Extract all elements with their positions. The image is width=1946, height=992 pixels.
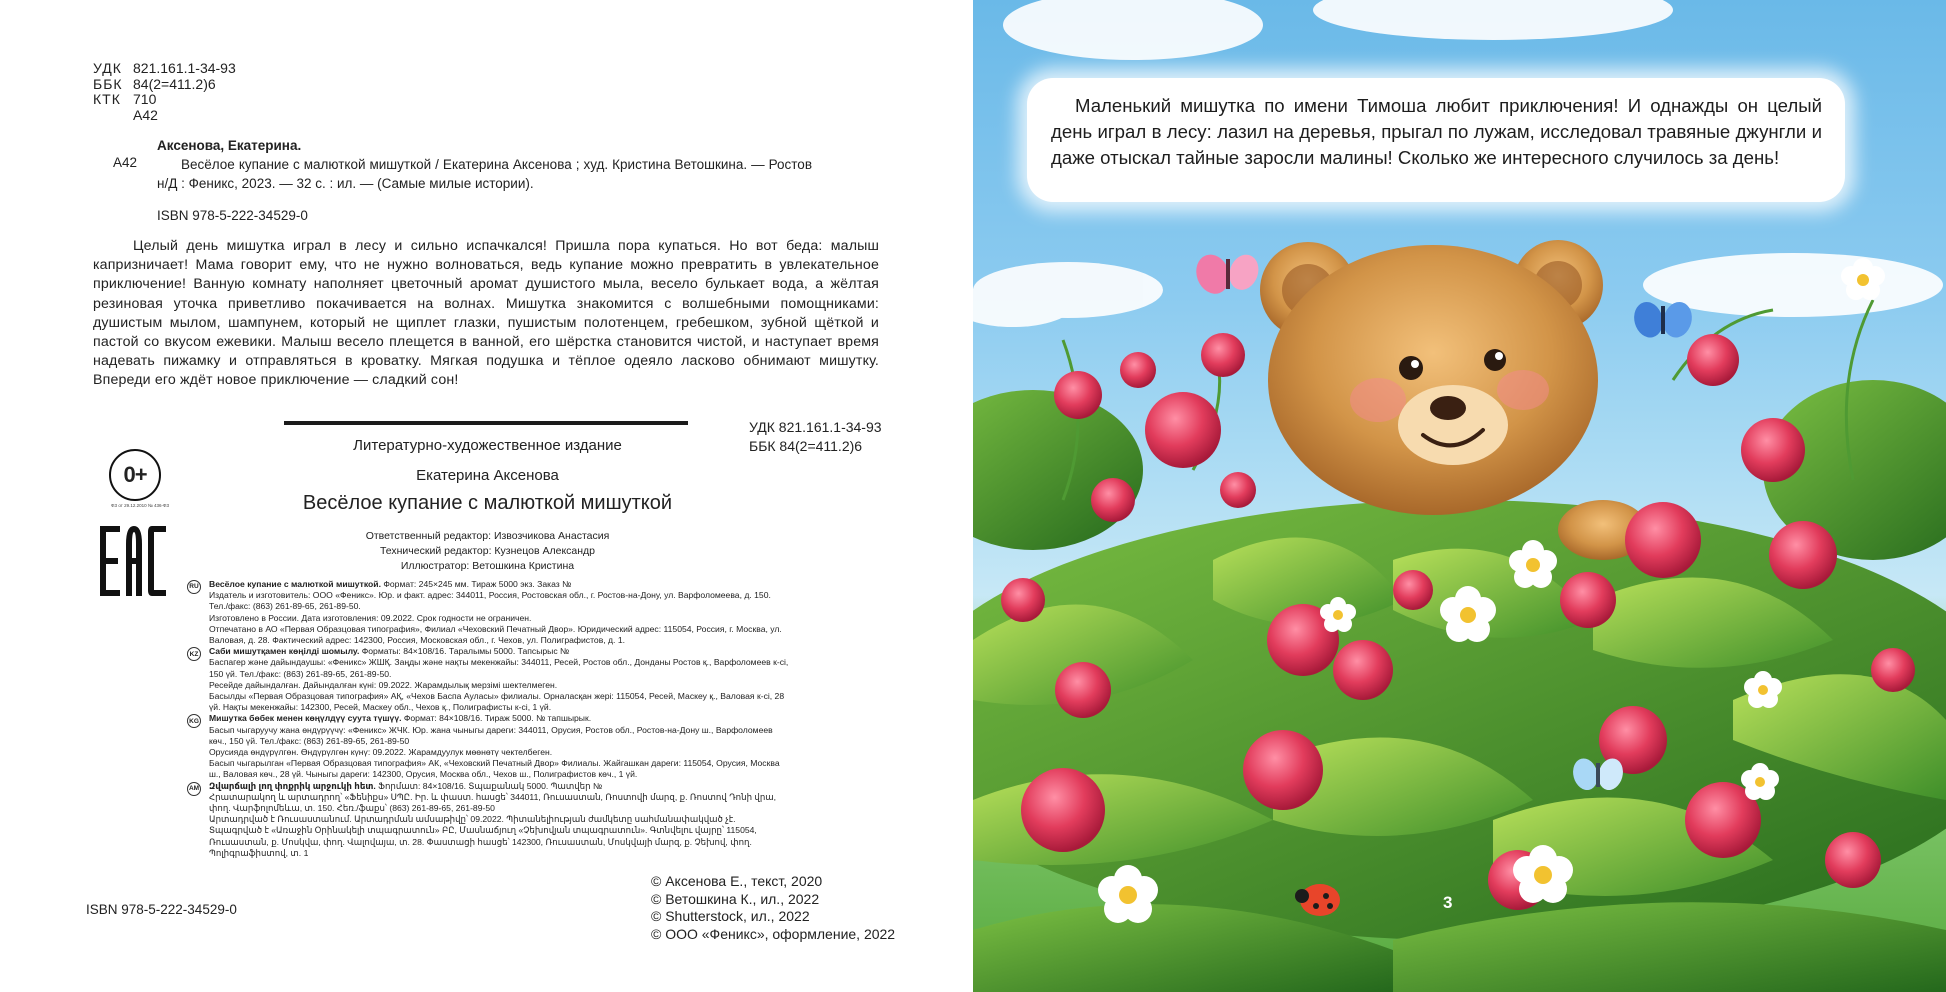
classification-codes [93, 61, 236, 123]
edition-genre: Литературно-художественное издание [353, 437, 622, 454]
right-page-illustration [973, 0, 1946, 992]
author-mark: А42 [113, 155, 138, 170]
story-text: Маленький мишутка по имени Тимоша любит приключения! И однажды он целый день играл в лесу: лазил на деревья, прыгал по лужам, исследовал травяные джунгли и даже отыскал тайные заросли малины! Сколько же интересного случилось за день! [1051, 95, 1822, 168]
code-row: УДК 821.161.1-34-93 [93, 60, 236, 76]
credit-line: Технический редактор: Кузнецов Александр [379, 545, 596, 557]
age-rating-law: ФЗ от 29.12.2010 № 436-ФЗ [111, 503, 170, 508]
legal-block-ru: RU Весёлое купание с малюткой мишуткой. Формат: 245×245 мм. Тираж 5000 экз. Заказ № Издатель и изготовитель: ООО «Феникс». Юр. и факт. адрес: 344011, Россия, Ростовская обл., г. Ростов-на-Дону, ул. Варфоломеева, д. 150. Тел./факс: (863) 261-89-65, 261-89-50. Изготовлено в России. Дата изготовления: 09.2022. Срок годности не ограничен. Отпечатано в АО «Первая Образцовая типография», Филиал «Чеховский Печатный Двор». Юридический адрес: 115054, Россия, г. Москва, ул. Валовая, д. 28. Фактический адрес: 142300, Россия, Московская обл., г. Чехов, ул. Полиграфистов, д. 1. [185, 579, 791, 646]
book-title: Весёлое купание с малюткой мишуткой [302, 492, 673, 514]
eac-mark-icon [100, 526, 170, 601]
divider-rule [284, 421, 688, 425]
lang-badge: KZ [187, 647, 201, 661]
editorial-credits [250, 529, 725, 574]
catalog-isbn: ISBN 978-5-222-34529-0 [157, 208, 308, 223]
copyright-list [651, 873, 895, 943]
classification-codes-short: УДК 821.161.1-34-93 ББК 84(2=411.2)6 [749, 419, 882, 454]
book-abstract: Целый день мишутка играл в лесу и сильно испачкался! Пришла пора купаться. Но вот беда: малыш капризничает! Мама говорит ему, что не нужно волноваться, ведь купание можно превратить в увлекательное приключение! Ванную комнату наполняет цветочный аромат душистого мыла, весело булькает вода, а жёлтая резиновая уточка приветливо покачивается на волнах. Мишутка знакомится с волшебными помощниками: душистым мылом, шампунем, который не щиплет глазки, пушистым полотенцем, гребешком, зубной щёткой и пастой со вкусом ежевики. Малыш весело плещется в ванной, его шёрстка становится чистой, и наступает время надевать пижамку и отправляться в кроватку. Мягкая подушка и тёплое одеяло ласково обнимают мишутку. Впереди его ждёт новое приключение — сладкий сон! [93, 238, 879, 389]
lang-badge: AM [187, 782, 201, 796]
code-row: ББК 84(2=411.2)6 [93, 75, 216, 92]
legal-block-am: AM Զվարճալի լող փոքրիկ արջուկի հետ. Ֆորմատ: 84×108/16. Տպաքանակ 5000. Պատվեր № Հրատարակող և արտադրող՝ «Ֆենիքս» ՍՊԸ. Իր. և փաստ. հասցե՝ 344011, Ռուսաստան, Ռոստովի մարզ, ք. Ռոստով Դոնի վրա, փող. Վարֆոլոմեևա, տ. 150. Հեռ./ֆաքս՝ (863) 261-89-65, 261-89-50 Արտադրված է Ռուսաստանում. Արտադրման ամսաթիվը՝ 09.2022. Պիտանելիության ժամկետը սահմանափակված չէ. Տպագրված է «Առաջին Օրինակելի տպագրատուն» ԲԸ, Մասնաճյուղ «Չեխովյան տպագրատուն». Գտնվելու վայրը՝ 115054, Ռուսաստան, ք. Մոսկվա, փող. Վալովայա, տ. 28. Փաստացի հասցե՝ 142300, Ռուսաստան, Մոսկվայի մարզ, ք. Չեխով, փող. Պոլիգրաֆիստով, տ. 1 [188, 780, 777, 858]
credit-line: Иллюстратор: Ветошкина Кристина [400, 560, 575, 572]
copyright-line: © Ветошкина К., ил., 2022 [651, 890, 820, 907]
copyright-line: © Аксенова Е., текст, 2020 [651, 873, 823, 889]
code-row: КТК 710 [93, 91, 157, 107]
age-rating-badge: 0+ [109, 449, 161, 501]
credit-line: Ответственный редактор: Извозчикова Анастасия [365, 530, 610, 542]
blue-butterfly [1630, 299, 1695, 341]
code-row: А42 [133, 106, 158, 123]
isbn-bottom: ISBN 978-5-222-34529-0 [86, 902, 237, 917]
imprint-author: Екатерина Аксенова [416, 467, 559, 484]
lang-badge: RU [187, 580, 201, 594]
lang-badge: KG [187, 714, 201, 728]
copyright-line: © ООО «Феникс», оформление, 2022 [651, 925, 896, 942]
legal-block-kz: KZ Саби мишутқамен көңілді шомылу. Форматы: 84×108/16. Таралымы 5000. Тапсырыс № Баспагер және дайындаушы: «Феникс» ЖШҚ. Заңды және нақты мекенжайы: 344011, Ресей, Ростов обл., Донданы Ростов қ., Варфоломеев к-сі, 150 үй. Тел./факс: (863) 261-89-65, 261-89-50. Ресейде дайындалған. Дайындалған күні: 09.2022. Жарамдылық мерзімі шектелмеген. Басылды «Первая Образцовая типография» АҚ, «Чехов Баспа Ауласы» филиалы. Орналасқан жері: 115054, Ресей, Маскеу қ., Валовая к-сі, 28 үй. Нақты мекенжайы: 142300, Ресей, Маскеу обл., Чехов қ., Полиграфисты к-сі, 1 үй. [185, 646, 791, 713]
pink-butterfly [1191, 250, 1263, 299]
copyright-line: © Shutterstock, ил., 2022 [651, 908, 810, 924]
legal-info [185, 579, 791, 859]
catalog-author: Аксенова, Екатерина. [157, 138, 302, 153]
catalog-description: Весёлое купание с малюткой мишуткой / Екатерина Аксенова ; худ. Кристина Ветошкина. — Ростов н/Д : Феникс, 2023. — 32 с. : ил. — (Самые милые истории). [157, 157, 812, 191]
legal-block-kg: KG Мишутка бөбек менен көңүлдүү суута түшүү. Формат: 84×108/16. Тираж 5000. № тапшырык. Басып чыгаруучу жана өндүрүүчү: «Феникс» ЖЧК. Юр. жана чыныгы дареги: 344011, Орусия, Ростов обл., Ростов-на-Дону ш., Варфоломеев көч., 150 үй. Тел./факс: (863) 261-89-65, 261-89-50 Орусияда өндүрүлгөн. Өндүрүлгөн күнү: 09.2022. Жарамдуулук мөөнөтү чектелбеген. Басып чыгарылган «Первая Образцовая типография» АК, «Чеховский Печатный Двор» Филиалы. Жайгашкан дареги: 115054, Орусия, Москва ш., Валовая көч., 28 үй. Чыныгы дареги: 142300, Орусия, Москва обл., Чехов ш., Полиграфистов көч., 1 үй. [185, 713, 791, 780]
page-number: 3 [1443, 893, 1453, 912]
